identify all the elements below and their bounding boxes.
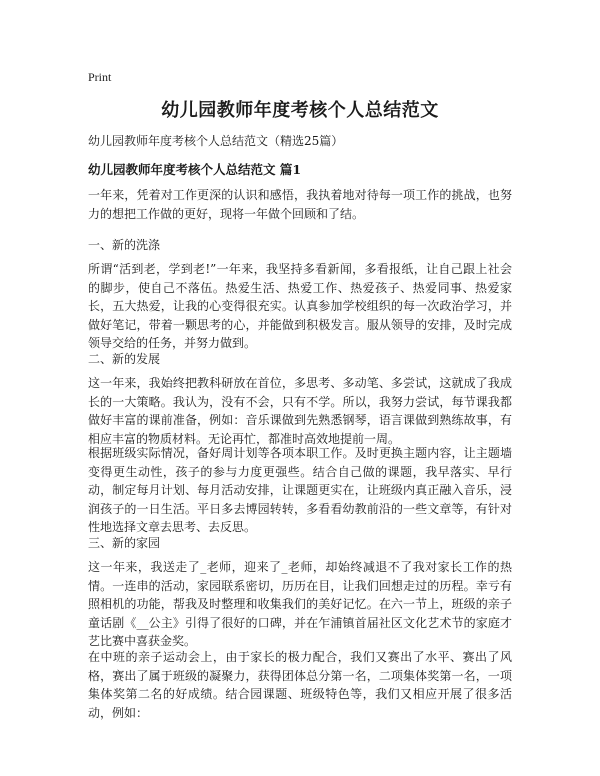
- paragraph-renewal: 所谓“活到老，学到老!”一年来，我坚持多看新闻，多看报纸，让自己跟上社会的脚步，使自己不落伍。热爱生活、热爱工作、热爱孩子、热爱同事、热爱家长，五大热爱，让我的心变得很充实。认真参加学校组织的每一次政治学习，并做好笔记，带着一颗思考的心，并能做到积极发言。服从领导的安排，及时完成领导交给的任务，并努力做到。: [88, 262, 512, 351]
- paragraph-home-school-2: 在中班的亲子运动会上，由于家长的极力配合，我们又赛出了水平、赛出了风格，赛出了属于班级的凝聚力，获得团体总分第一名，二项集体奖第一名，一项集体奖第二名的好成绩。结合园课题、班级特色等，我们又相应开展了很多活动，例如：: [88, 650, 512, 720]
- heading-development: 二、新的发展: [88, 352, 161, 366]
- document-subtitle: 幼儿园教师年度考核个人总结范文（精选25篇）: [88, 134, 344, 148]
- print-link[interactable]: Print: [88, 70, 112, 84]
- heading-home-school: 三、新的家园: [88, 536, 161, 550]
- paragraph-home-school-1: 这一年来，我送走了_老师，迎来了_老师，却始终减退不了我对家长工作的热情。一连串的活动，家园联系密切，历历在目，让我们回想走过的历程。幸亏有照相机的功能，帮我及时整理和收集我们的美好记忆。在六一节上，班级的亲子童话剧《__公主》引得了很好的口碑，并在乍浦镇首届社区文化艺术节的家庭才艺比赛中喜获金奖。: [88, 560, 512, 649]
- paragraph-development-1: 这一年来，我始终把教科研放在首位，多思考、多动笔、多尝试，这就成了我成长的一大策略。我认为，没有不会，只有不学。所以，我努力尝试，每节课我都做好丰富的课前准备，例如：音乐课做到先熟悉钢琴，语言课做到熟练故事，有相应丰富的物质材料。无论再忙，都准时高效地提前一周。: [88, 376, 512, 446]
- heading-renewal: 一、新的洗涤: [88, 238, 161, 252]
- intro-paragraph: 一年来，凭着对工作更深的认识和感悟，我执着地对待每一项工作的挑战，也努力的想把工作做的更好，现将一年做个回顾和了结。: [88, 188, 512, 221]
- paragraph-development-2: 根据班级实际情况，备好周计划等各项本职工作。及时更换主题内容，让主题墙变得更生动性，孩子的参与力度更强些。结合自己做的课题，我早落实、早行动，制定每月计划、每月活动安排，让课题更实在，让班级内真正融入音乐，浸润孩子的一日生活。平日多去博园转转，多看看幼教前沿的一些文章等，有针对性地选择文章去思考、去反思。: [88, 446, 512, 535]
- section-title: 幼儿园教师年度考核个人总结范文 篇1: [88, 162, 302, 177]
- document-title: 幼儿园教师年度考核个人总结范文: [161, 100, 439, 121]
